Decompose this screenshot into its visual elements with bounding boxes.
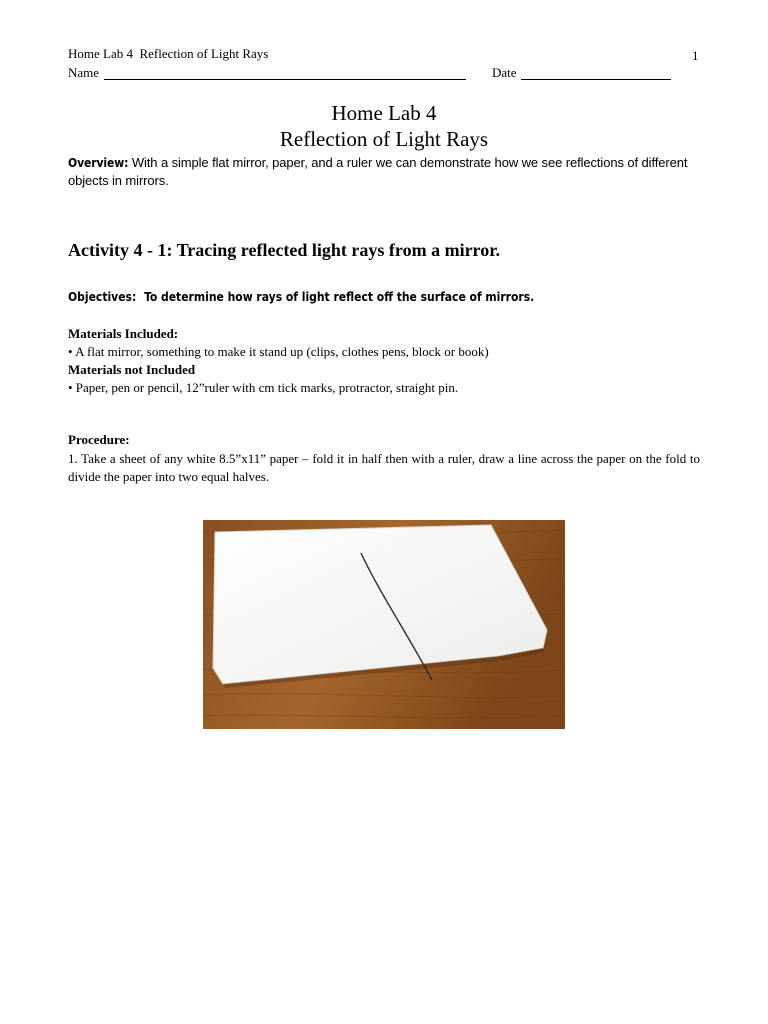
name-label: Name: [68, 65, 100, 80]
objectives-line: [68, 290, 534, 304]
overview-text: With a simple flat mirror, paper, and a ruler we can demonstrate how we see reflections of different objects in mirrors.: [68, 155, 688, 188]
materials-not-included-item: • Paper, pen or pencil, 12”ruler with cm tick marks, protractor, straight pin.: [68, 380, 459, 395]
procedure-heading: Procedure:: [68, 432, 130, 447]
objectives-text: To determine how rays of light reflect off the surface of mirrors.: [144, 290, 535, 304]
running-header-title: Home Lab 4 Reflection of Light Rays: [68, 46, 269, 61]
objectives-label: Objectives:: [68, 290, 137, 304]
date-label: Date: [492, 65, 517, 80]
overview-paragraph: [68, 154, 700, 190]
procedure-step-1: 1. Take a sheet of any white 8.5”x11” paper – fold it in half then with a ruler, draw a line across the paper on the fold to divide the paper into two equal halves.: [68, 451, 700, 484]
materials-included-item: • A flat mirror, something to make it stand up (clips, clothes pens, block or book): [68, 344, 489, 359]
date-blank-line: [521, 79, 671, 80]
activity-heading: Activity 4 - 1: Tracing reflected light rays from a mirror.: [68, 240, 501, 260]
folded-paper-photo: [203, 520, 565, 729]
document-subtitle: Reflection of Light Rays: [279, 127, 489, 151]
page-number: 1: [692, 48, 699, 63]
materials-included-heading: Materials Included:: [68, 326, 179, 341]
materials-not-included-heading: Materials not Included: [68, 362, 196, 377]
name-blank-line: [104, 79, 466, 80]
document-title: Home Lab 4: [331, 101, 437, 125]
overview-label: Overview:: [68, 156, 129, 170]
